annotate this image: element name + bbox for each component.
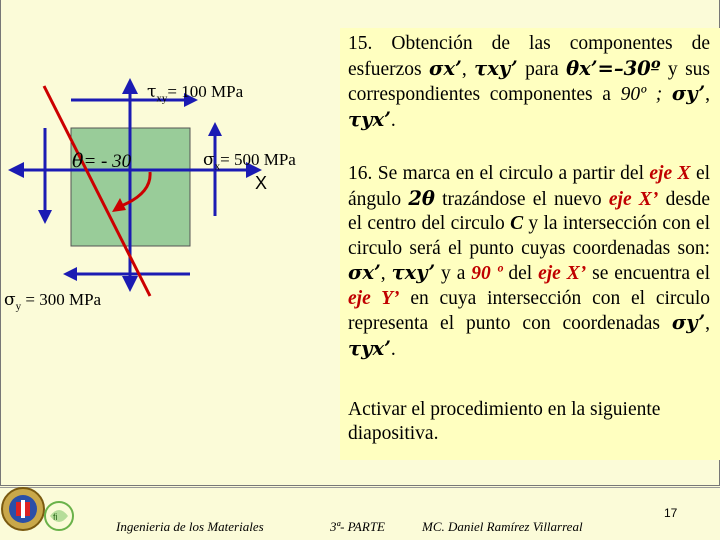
footer-divider: [0, 487, 720, 488]
footer-course: Ingenieria de los Materiales: [116, 519, 264, 534]
university-seal-icon: [0, 486, 46, 532]
footer-part: 3ª- PARTE: [330, 519, 385, 534]
arrow-up-icon: [122, 78, 138, 94]
axis-x-label: X: [255, 173, 268, 193]
shear-arrow-bottom-icon: [63, 267, 77, 281]
step-15-paragraph: 15. Obtención de las componentes de esfuerzos σx’, τxy’ para θx’=–30º y sus correspondientes componentes a 90º ; σy’, τyx’.: [348, 33, 710, 131]
faculty-logo-icon: [42, 496, 76, 536]
step-16-paragraph: 16. Se marca en el circulo a partir del eje X el ángulo 2θ trazándose el nuevo eje X’ desde el centro del circulo C y la intersección con el circulo será el punto cuyas coordenadas son: σx’, τxy’ y a 90 º del eje X’ se encuentra el eje Y’ en cuya intersección con el circulo representa el punto con coordenadas σy’, τyx’.: [348, 163, 711, 360]
activation-note: Activar el procedimiento en la siguiente diapositiva.: [348, 399, 661, 444]
sigma-y-label: $\sigma_y = 300$ MPa: [4, 290, 102, 313]
svg-text:fi: fi: [53, 512, 58, 522]
arrow-left-icon: [8, 162, 24, 178]
tau-label: $\tau_{xy}= 100$ MPa: [147, 82, 244, 105]
sigma-x-label: $\sigma_x= 500$ MPa: [203, 150, 296, 173]
shear-arrow-up-right-icon: [208, 122, 222, 136]
page-number: 17: [664, 506, 678, 520]
shear-arrow-down-left-icon: [38, 210, 52, 224]
theta-label: θ= - 30: [72, 150, 132, 172]
stress-element-diagram: [0, 60, 340, 360]
arrow-down-icon: [122, 276, 138, 292]
footer-author: MC. Daniel Ramírez Villarreal: [422, 519, 583, 534]
